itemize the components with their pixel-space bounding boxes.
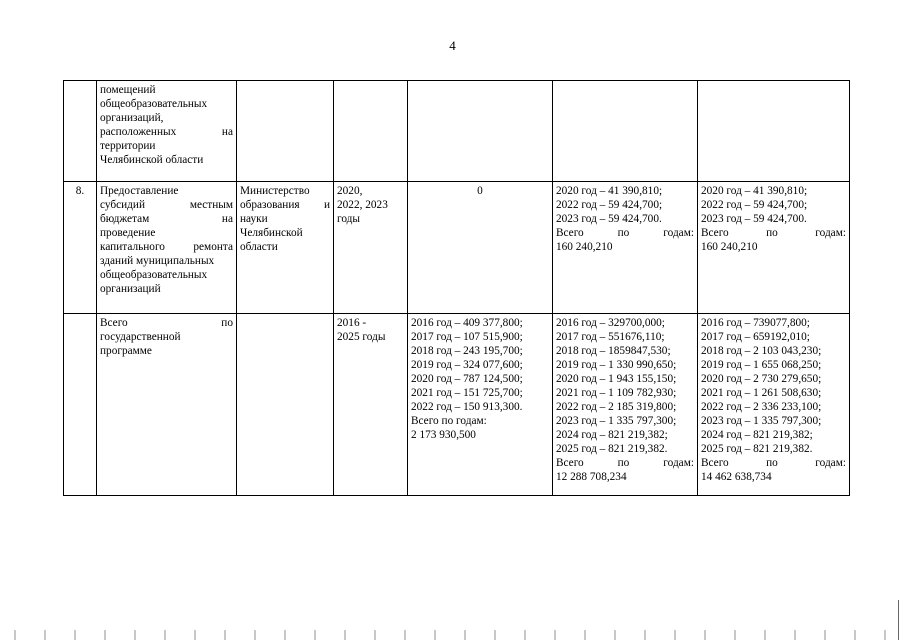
cell-line: Всего по годам:	[556, 227, 694, 239]
cell-line: 2021 год – 1 109 782,930;	[556, 387, 677, 399]
cell-line: 2020 год – 41 390,810;	[556, 185, 663, 197]
cell-line: общеобразовательных	[100, 98, 208, 110]
cell-line: государственной	[100, 331, 181, 343]
cell-line: Всего по	[100, 317, 233, 329]
cell-line: Всего по годам:	[411, 415, 487, 427]
cell-num	[64, 81, 97, 182]
cell-executor	[237, 314, 334, 496]
cell-line: субсидий местным	[100, 199, 233, 211]
table-row	[64, 182, 850, 314]
cell-line: капитального ремонта	[100, 241, 233, 253]
cell-regional	[553, 314, 698, 496]
cell-line: Всего по годам:	[701, 457, 846, 469]
cell-line: Всего по годам:	[556, 457, 694, 469]
cell-line: 2024 год – 821 219,382;	[701, 429, 813, 441]
cell-line: Челябинской области	[100, 154, 204, 166]
cell-line: 2018 год – 243 195,700;	[411, 345, 523, 357]
cell-line: территории	[100, 140, 156, 152]
cell-line: 2023 год – 1 335 797,300;	[701, 415, 822, 427]
cell-total	[698, 182, 850, 314]
cell-line: 2021 год – 1 261 508,630;	[701, 387, 822, 399]
cell-line: проведение	[100, 227, 156, 239]
cell-line: области	[240, 241, 278, 253]
cell-name	[97, 81, 237, 182]
cell-period	[334, 182, 408, 314]
cell-line: Министерство	[240, 185, 310, 197]
cell-line: 2020 год – 2 730 279,650;	[701, 373, 822, 385]
cell-line: 2016 -	[337, 317, 367, 329]
cell-name	[97, 314, 237, 496]
cell-line: 2020 год – 41 390,810;	[701, 185, 808, 197]
cell-line: 2020,	[337, 185, 363, 197]
cell-regional	[553, 81, 698, 182]
cell-line: расположенных на	[100, 126, 233, 138]
cell-name	[97, 182, 237, 314]
cell-line: 2018 год – 1859847,530;	[556, 345, 671, 357]
scan-edge-mark	[898, 600, 899, 640]
cell-period	[334, 81, 408, 182]
cell-line: зданий муниципальных	[100, 255, 215, 267]
cell-executor	[237, 182, 334, 314]
cell-executor	[237, 81, 334, 182]
cell-line: 2020 год – 1 943 155,150;	[556, 373, 677, 385]
cell-line: 2018 год – 2 103 043,230;	[701, 345, 822, 357]
cell-line: 2025 год – 821 219,382.	[701, 443, 813, 455]
cell-line: помещений	[100, 84, 156, 96]
table-row	[64, 81, 850, 182]
cell-line: 2017 год – 551676,110;	[556, 331, 665, 343]
cell-line: годы	[337, 213, 361, 225]
cell-line: Челябинской	[240, 227, 303, 239]
cell-line: организаций,	[100, 112, 164, 124]
cell-line: 2019 год – 1 330 990,650;	[556, 359, 677, 371]
cell-line: 2021 год – 151 725,700;	[411, 387, 523, 399]
cell-line: 2016 год – 329700,000;	[556, 317, 665, 329]
cell-line: 2023 год – 59 424,700.	[556, 213, 662, 225]
cell-line: Предоставление	[100, 185, 179, 197]
cell-line: 2019 год – 324 077,600;	[411, 359, 523, 371]
cell-line: 2025 год – 821 219,382.	[556, 443, 668, 455]
cell-line: 0	[477, 185, 483, 197]
cell-line: 2016 год – 739077,800;	[701, 317, 810, 329]
cell-line: 2022 год – 59 424,700;	[701, 199, 808, 211]
cell-line: 160 240,210	[701, 241, 758, 253]
cell-line: науки	[240, 213, 268, 225]
table-row	[64, 314, 850, 496]
cell-line: 2022 год – 59 424,700;	[556, 199, 663, 211]
cell-line: 160 240,210	[556, 241, 613, 253]
cell-line: 12 288 708,234	[556, 471, 627, 483]
cell-line: Всего по годам:	[701, 227, 846, 239]
scan-noise	[0, 630, 905, 640]
cell-line: общеобразовательных	[100, 269, 208, 281]
program-table	[63, 80, 850, 496]
cell-line: 2023 год – 1 335 797,300;	[556, 415, 677, 427]
cell-line: 2020 год – 787 124,500;	[411, 373, 523, 385]
cell-line: 2019 год – 1 655 068,250;	[701, 359, 822, 371]
cell-line: 2016 год – 409 377,800;	[411, 317, 523, 329]
cell-total	[698, 314, 850, 496]
cell-line: 2022 год – 2 336 233,100;	[701, 401, 822, 413]
cell-line: 14 462 638,734	[701, 471, 772, 483]
cell-num: 8.	[64, 182, 97, 314]
cell-line: 2017 год – 107 515,900;	[411, 331, 523, 343]
cell-line: 2023 год – 59 424,700.	[701, 213, 807, 225]
cell-fed	[408, 314, 553, 496]
cell-line: 2022 год – 2 185 319,800;	[556, 401, 677, 413]
cell-total	[698, 81, 850, 182]
cell-line: 2024 год – 821 219,382;	[556, 429, 668, 441]
cell-line: образования и	[240, 199, 330, 211]
cell-fed	[408, 182, 553, 314]
cell-line: 2022, 2023	[337, 199, 388, 211]
cell-fed	[408, 81, 553, 182]
page-number: 4	[449, 38, 456, 53]
cell-line: 2017 год – 659192,010;	[701, 331, 810, 343]
cell-regional	[553, 182, 698, 314]
cell-num	[64, 314, 97, 496]
cell-line: организаций	[100, 283, 161, 295]
cell-line: 2 173 930,500	[411, 429, 476, 441]
cell-line: бюджетам на	[100, 213, 233, 225]
cell-line: программе	[100, 345, 152, 357]
cell-line: 2022 год – 150 913,300.	[411, 401, 523, 413]
cell-period	[334, 314, 408, 496]
cell-line: 2025 годы	[337, 331, 386, 343]
